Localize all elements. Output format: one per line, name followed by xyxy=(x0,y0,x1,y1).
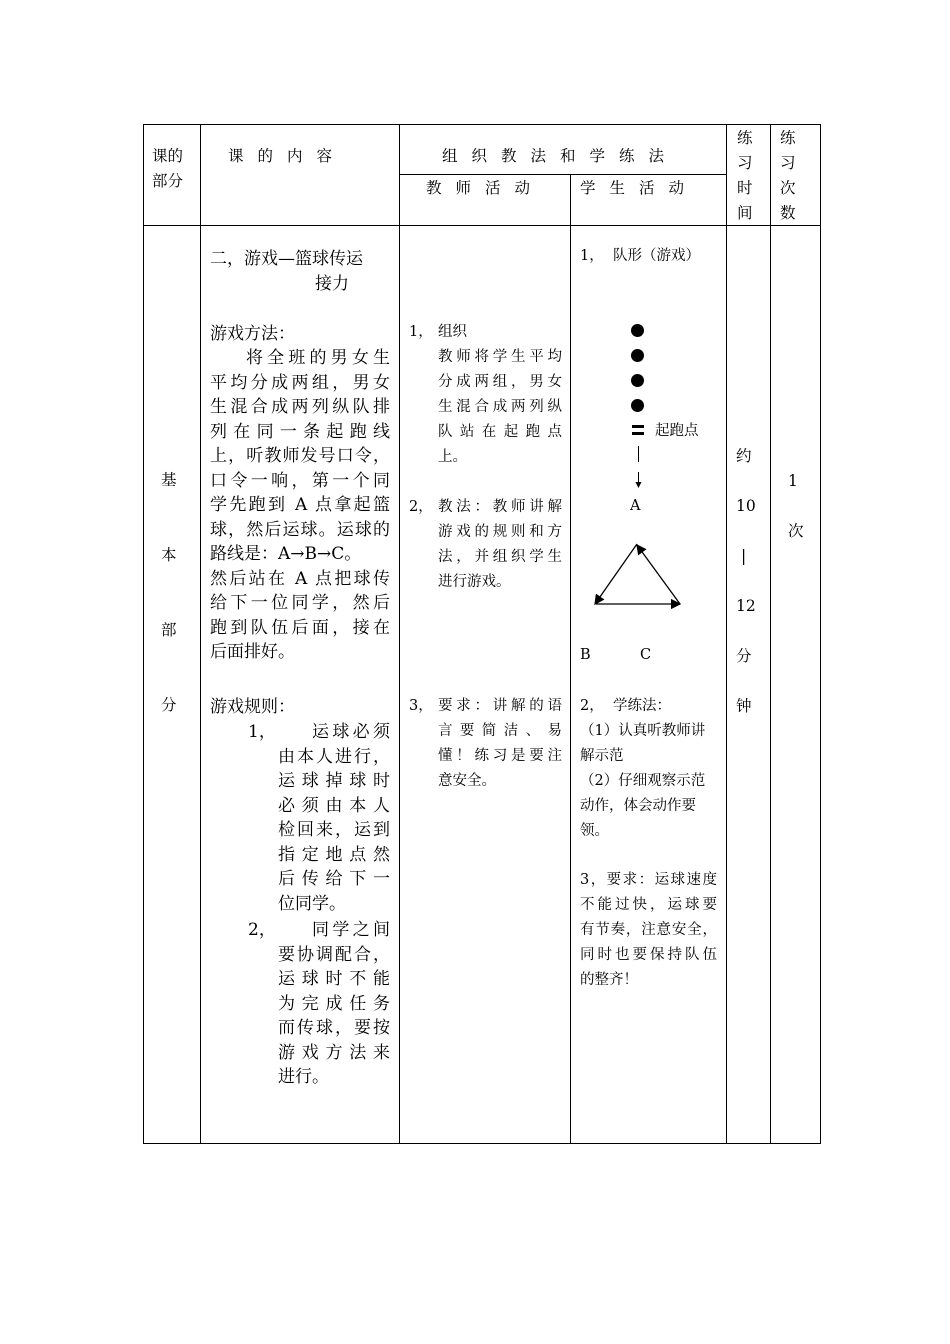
method-line: 跑到队伍后面，接在 xyxy=(210,618,390,638)
rule2-number: 2， xyxy=(248,920,276,940)
method-line: 后面排好。 xyxy=(210,642,295,662)
teacher-item1-line: 教师将学生平均 xyxy=(438,349,562,365)
header-part-line2: 部分 xyxy=(152,172,184,190)
teacher-item3-line: 要求：讲解的语 xyxy=(438,698,562,714)
student-item2-line: 动作，体会动作要 xyxy=(580,798,696,814)
header-student-activity: 学生活动 xyxy=(580,179,699,197)
rule1-line: 位同学。 xyxy=(278,894,346,914)
rules-label: 游戏规则： xyxy=(210,697,295,717)
header-part-line1: 课的 xyxy=(152,147,184,165)
teacher-item2-line: 法，并组织学生 xyxy=(438,549,562,565)
point-a-label: A xyxy=(630,498,641,514)
header-time-3: 时 xyxy=(737,179,753,197)
header-count-4: 数 xyxy=(780,204,796,222)
section-char-3: 部 xyxy=(161,621,177,639)
header-time-4: 间 xyxy=(737,204,753,222)
method-label: 游戏方法： xyxy=(210,324,295,344)
teacher-item2-line: 游戏的规则和方 xyxy=(438,524,562,540)
time-min-value: 10 xyxy=(736,497,756,515)
teacher-item3-line: 意安全。 xyxy=(438,773,496,789)
rule1-line: 后传给下一 xyxy=(278,869,390,889)
rule1-line: 运球必须 xyxy=(312,722,390,742)
student-item3-line: 不能过快，运球要 xyxy=(580,897,717,913)
rule1-line: 运球掉球时 xyxy=(278,771,390,791)
method-line: 列在同一条起跑线 xyxy=(210,422,390,442)
time-max-value: 12 xyxy=(736,597,756,615)
student-item2-line: 解示范 xyxy=(580,748,624,764)
header-count-2: 习 xyxy=(780,154,796,172)
student-item3-line: 同时也要保持队伍 xyxy=(580,947,717,963)
method-line: 学先跑到 A 点拿起篮 xyxy=(210,495,390,515)
rule2-line: 同学之间 xyxy=(312,920,390,940)
time-unit-2: 钟 xyxy=(736,697,752,715)
header-count-3: 次 xyxy=(780,179,796,197)
student-item3-line: 3，要求：运球速度 xyxy=(580,872,717,888)
method-line: 将全班的男女生 xyxy=(246,348,390,368)
section-char-2: 本 xyxy=(161,546,177,564)
section-char-4: 分 xyxy=(161,696,177,714)
count-unit: 次 xyxy=(788,522,804,540)
teacher-item1-line: 分成两组，男女 xyxy=(438,374,562,390)
route-arrow-a-to-b xyxy=(595,544,637,604)
rule2-line: 而传球，要按 xyxy=(278,1018,390,1038)
teacher-item3-line: 言要简洁、易 xyxy=(438,723,562,739)
start-point-label: 起跑点 xyxy=(655,423,699,439)
header-count-1: 练 xyxy=(780,129,796,147)
method-line: 然后站在 A 点把球传 xyxy=(210,569,390,589)
rule2-line: 要协调配合， xyxy=(278,945,390,965)
rule2-line: 为完成任务 xyxy=(278,994,390,1014)
game-title-line1: 二，游戏—篮球传运 xyxy=(210,249,363,269)
rule1-line: 检回来，运到 xyxy=(278,820,390,840)
rule1-number: 1， xyxy=(248,722,276,742)
method-line: 平均分成两组，男女 xyxy=(210,373,390,393)
header-time-1: 练 xyxy=(737,129,753,147)
header-content: 课的内容 xyxy=(228,147,347,165)
point-b-label: B xyxy=(580,647,591,663)
method-line: 路线是：A→B→C。 xyxy=(210,544,362,564)
header-time-2: 习 xyxy=(737,154,753,172)
teacher-item3-number: 3， xyxy=(409,698,433,714)
teacher-item1-line: 生混合成两列纵 xyxy=(438,399,562,415)
teacher-item1-line: 上。 xyxy=(438,449,467,465)
method-line: 给下一位同学，然后 xyxy=(210,593,390,613)
teacher-item2-line: 进行游戏。 xyxy=(438,574,511,590)
rule1-line: 必须由本人 xyxy=(278,796,390,816)
header-teacher-activity: 教师活动 xyxy=(426,179,545,197)
header-method: 组织教法和学练法 xyxy=(442,147,679,165)
teacher-item1-line: 队站在起跑点 xyxy=(438,424,562,440)
rule2-line: 进行。 xyxy=(278,1067,329,1087)
rule2-line: 运球时不能 xyxy=(278,969,390,989)
count-value: 1 xyxy=(788,472,798,490)
time-unit-1: 分 xyxy=(736,647,752,665)
student-item2-line: （1）认真听教师讲 xyxy=(580,723,706,739)
rule2-line: 游戏方法来 xyxy=(278,1043,390,1063)
method-line: 球，然后运球。运球的 xyxy=(210,520,390,540)
student-item3-line: 的整齐！ xyxy=(580,972,638,988)
teacher-item1-title: 组织 xyxy=(438,324,467,340)
teacher-item2-number: 2， xyxy=(409,499,433,515)
student-item2-line: （2）仔细观察示范 xyxy=(580,773,706,789)
student-item2-line: 领。 xyxy=(580,823,609,839)
point-c-label: C xyxy=(640,647,652,663)
section-char-1: 基 xyxy=(161,471,177,489)
teacher-item1-number: 1， xyxy=(409,324,433,340)
student-item2: 2， 学练法： xyxy=(580,698,671,714)
method-line: 口令一响，第一个同 xyxy=(210,471,390,491)
method-line: 上，听教师发号口令， xyxy=(210,446,390,466)
teacher-item3-line: 懂！练习是要注 xyxy=(438,748,562,764)
student-item3-line: 有节奏，注意安全， xyxy=(580,922,717,938)
rule1-line: 由本人进行， xyxy=(278,747,390,767)
teacher-item2-line: 教法：教师讲解 xyxy=(438,499,562,515)
game-title-line2: 接力 xyxy=(315,274,349,294)
method-line: 生混合成两列纵队排 xyxy=(210,397,390,417)
time-approx: 约 xyxy=(736,447,752,465)
student-item1: 1， 队形（游戏） xyxy=(580,248,700,264)
rule1-line: 指定地点然 xyxy=(278,845,390,865)
time-range-dash: | xyxy=(741,547,747,565)
route-arrow-c-to-a xyxy=(637,545,680,604)
